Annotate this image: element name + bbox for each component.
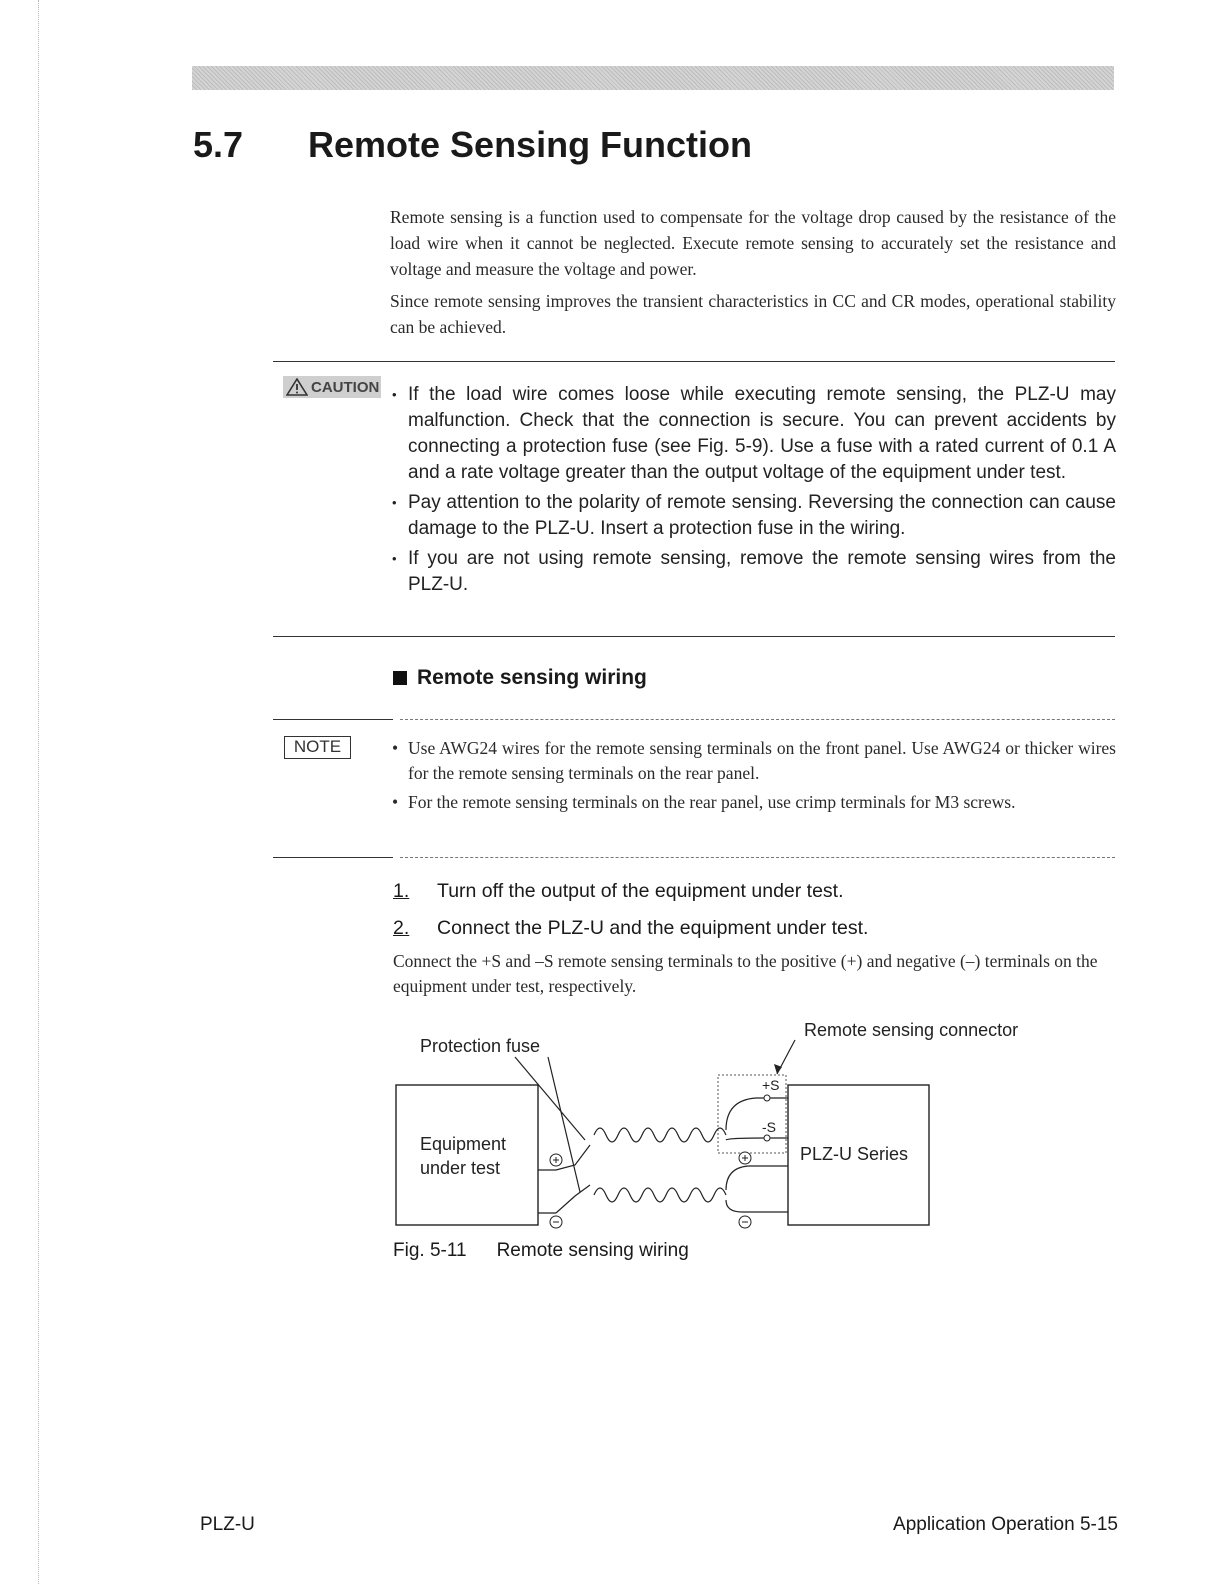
minus-s-label: -S [762, 1119, 776, 1135]
section-number: 5.7 [193, 124, 244, 165]
plz-minus-terminal-icon [739, 1216, 751, 1228]
equipment-label-1: Equipment [420, 1134, 507, 1154]
figure-title: Remote sensing wiring [496, 1240, 689, 1261]
plz-plus-terminal-icon [739, 1152, 751, 1164]
equipment-label-2: under test [420, 1158, 501, 1178]
twisted-pair-upper [594, 1128, 726, 1142]
step-text: Turn off the output of the equipment under test. [437, 880, 844, 902]
caution-list [392, 382, 1116, 602]
sense-minus-wire [726, 1138, 764, 1140]
equipment-box [396, 1085, 538, 1225]
subsection-title: Remote sensing wiring [417, 666, 647, 689]
footer-product: PLZ-U [200, 1514, 255, 1535]
caution-top-rule [273, 361, 1115, 362]
footer-page: Application Operation 5-15 [893, 1514, 1118, 1535]
step-2 [393, 917, 868, 940]
fuse-bottom-lead [556, 1185, 590, 1213]
plus-s-label: +S [762, 1077, 780, 1093]
load-minus-wire [726, 1200, 788, 1212]
note-item: • For the remote sensing terminals on the rear panel, use crimp terminals for M3 screws. [392, 790, 1116, 815]
header-band [192, 66, 1114, 90]
connector-leader [777, 1040, 795, 1074]
note-list [392, 736, 1116, 819]
step-1 [393, 880, 844, 903]
plus-s-terminal-icon [764, 1095, 770, 1101]
note-item: • Use AWG24 wires for the remote sensing terminals on the front panel. Use AWG24 or thicker wires for the remote sensing terminals on the rear panel. [392, 736, 1116, 786]
step-number: 1. [393, 880, 410, 902]
arrow-head-icon [774, 1064, 782, 1074]
intro-paragraph-1: Remote sensing is a function used to compensate for the voltage drop caused by the resistance of the load wire when it cannot be neglected. Execute remote sensing to accurately set the resistance and voltage and measure the voltage and power. [390, 207, 1116, 279]
page-margin-rule [38, 0, 40, 1584]
step-number: 2. [393, 917, 410, 939]
eut-minus-terminal-icon [550, 1216, 562, 1228]
caution-item: • Pay attention to the polarity of remote sensing. Reversing the connection can cause damage to the PLZ-U. Insert a protection fuse in the wiring. [392, 490, 1116, 542]
note-top-rule-dashed [400, 719, 1115, 720]
caution-badge [283, 376, 381, 398]
square-bullet-icon [393, 671, 407, 685]
fuse-leader-2 [548, 1057, 580, 1192]
note-badge: NOTE [284, 736, 351, 759]
step-text: Connect the PLZ-U and the equipment under test. [437, 917, 869, 939]
plz-box [788, 1085, 929, 1225]
caution-bottom-rule [273, 636, 1115, 637]
figure-caption [393, 1240, 689, 1262]
plz-label: PLZ-U Series [800, 1144, 909, 1164]
note-top-rule-solid [273, 719, 393, 720]
caution-item: • If you are not using remote sensing, remove the remote sensing wires from the PLZ-U. [392, 546, 1116, 598]
note-bottom-rule-solid [273, 857, 393, 858]
caution-item: • If the load wire comes loose while executing remote sensing, the PLZ-U may malfunction. Check that the connection is secure. You can prevent accidents by connecting a protection fuse (see Fig. 5-9). Use a fuse with a rated current of 0.1 A and a rate voltage greater than the output voltage of the equipment under test. [392, 382, 1116, 486]
subsection-heading [393, 666, 647, 690]
step-2-detail: Connect the +S and –S remote sensing terminals to the positive (+) and negative (–) terminals on the equipment under test, respectively. [393, 951, 1098, 996]
figure-number: Fig. 5-11 [393, 1240, 467, 1261]
sensing-connector [718, 1075, 786, 1153]
connector-label: Remote sensing connector [804, 1020, 1019, 1040]
warning-triangle-icon [286, 378, 308, 396]
fuse-top-lead [556, 1145, 590, 1170]
intro-paragraph-2: Since remote sensing improves the transient characteristics in CC and CR modes, operational stability can be achieved. [390, 291, 1116, 337]
minus-s-terminal-icon [764, 1135, 770, 1141]
sense-plus-wire [726, 1098, 764, 1130]
fuse-leader-1 [515, 1057, 585, 1140]
fuse-label: Protection fuse [420, 1036, 541, 1056]
section-title: Remote Sensing Function [308, 124, 753, 165]
caution-label: CAUTION [311, 378, 380, 396]
load-plus-wire [726, 1166, 788, 1190]
twisted-pair-lower [594, 1188, 726, 1202]
note-bottom-rule-dashed [400, 857, 1115, 858]
eut-plus-terminal-icon [550, 1154, 562, 1166]
